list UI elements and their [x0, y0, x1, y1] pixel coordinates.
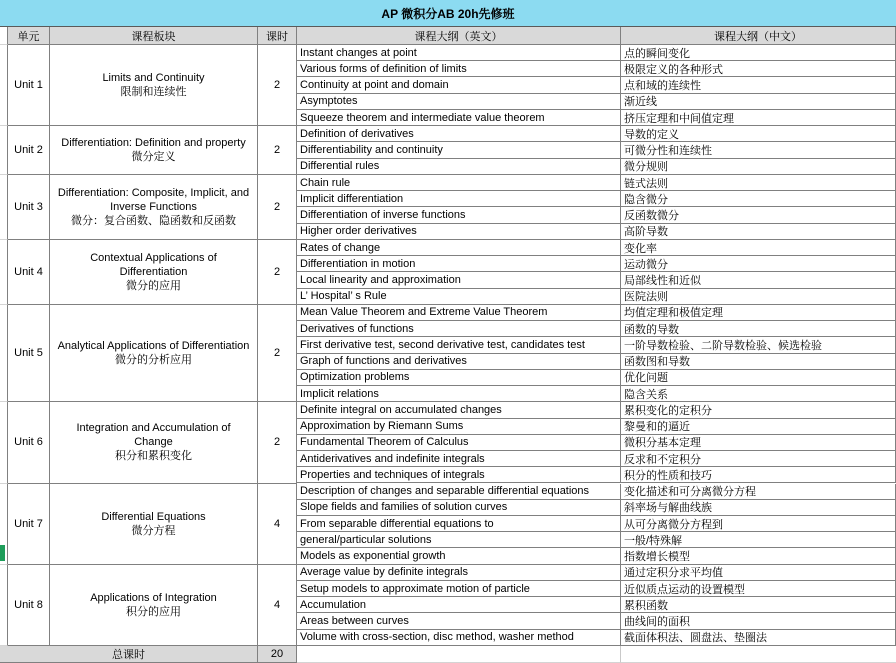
outline-rows: [297, 305, 896, 402]
hours-cell[interactable]: 4: [258, 484, 297, 565]
outline-row: [297, 630, 896, 646]
unit-block: [0, 402, 896, 483]
outline-cell-cn[interactable]: 隐含关系: [621, 386, 896, 402]
unit-cell[interactable]: Unit 8: [8, 565, 50, 646]
outline-row: [297, 386, 896, 402]
outline-cell-en[interactable]: Chain rule: [297, 175, 621, 191]
outline-row: [297, 321, 896, 337]
outline-row: [297, 467, 896, 483]
module-name-cn: 微分方程: [131, 524, 176, 537]
module-name-en: Limits and Continuity: [102, 72, 205, 85]
outline-cell-cn[interactable]: 累积变化的定积分: [621, 402, 896, 418]
outline-cell-en[interactable]: Instant changes at point: [297, 45, 621, 61]
outline-cell-cn[interactable]: 均值定理和极值定理: [621, 305, 896, 321]
outline-cell-en[interactable]: Graph of functions and derivatives: [297, 354, 621, 370]
module-name-cn: 积分和累积变化: [115, 450, 192, 463]
outline-cell-cn[interactable]: 通过定积分求平均值: [621, 565, 896, 581]
active-cell-indicator: [0, 545, 5, 561]
outline-row: [297, 126, 896, 142]
total-hours-cell[interactable]: 20: [258, 646, 297, 663]
module-name-en: Differential Equations: [101, 510, 206, 523]
outline-cell-en[interactable]: Volume with cross-section, disc method, washer method: [297, 630, 621, 646]
footer-empty-cell-cn[interactable]: [621, 646, 896, 663]
outline-cell-en[interactable]: Models as exponential growth: [297, 548, 621, 564]
outline-cell-en[interactable]: Derivatives of functions: [297, 321, 621, 337]
left-gutter: [0, 305, 8, 402]
outline-cell-cn[interactable]: 曲线间的面积: [621, 613, 896, 629]
hours-cell[interactable]: 2: [258, 240, 297, 305]
outline-row: [297, 451, 896, 467]
outline-cell-cn[interactable]: 隐含微分: [621, 191, 896, 207]
outline-cell-en[interactable]: Asymptotes: [297, 94, 621, 110]
outline-cell-cn[interactable]: 微积分基本定理: [621, 435, 896, 451]
module-name-cn: 积分的应用: [126, 605, 181, 618]
outline-rows: [297, 402, 896, 483]
outline-row: [297, 77, 896, 93]
outline-rows: [297, 126, 896, 175]
module-name-cn: 微分定义: [131, 151, 176, 164]
outline-row: [297, 354, 896, 370]
unit-block: [0, 45, 896, 126]
outline-row: [297, 142, 896, 158]
outline-row: [297, 370, 896, 386]
outline-row: [297, 565, 896, 581]
outline-cell-en[interactable]: Setup models to approximate motion of particle: [297, 581, 621, 597]
outline-row: [297, 240, 896, 256]
outline-cell-cn[interactable]: 黎曼和的逼近: [621, 419, 896, 435]
outline-cell-cn[interactable]: 从可分离微分方程到: [621, 516, 896, 532]
outline-row: [297, 207, 896, 223]
left-gutter: [0, 27, 8, 45]
module-cell[interactable]: [50, 126, 258, 175]
left-gutter: [0, 402, 8, 483]
outline-cell-cn[interactable]: 指数增长模型: [621, 548, 896, 564]
hours-cell[interactable]: 2: [258, 305, 297, 402]
outline-cell-en[interactable]: Antiderivatives and indefinite integrals: [297, 451, 621, 467]
outline-cell-cn[interactable]: 高阶导数: [621, 224, 896, 240]
outline-cell-cn[interactable]: 截面体积法、圆盘法、垫圈法: [621, 630, 896, 646]
outline-cell-cn[interactable]: 积分的性质和技巧: [621, 467, 896, 483]
outline-rows: [297, 45, 896, 126]
outline-cell-en[interactable]: Higher order derivatives: [297, 224, 621, 240]
outline-row: [297, 256, 896, 272]
outline-cell-cn[interactable]: 可微分性和连续性: [621, 142, 896, 158]
outline-cell-en[interactable]: Optimization problems: [297, 370, 621, 386]
outline-cell-en[interactable]: First derivative test, second derivative test, candidates test: [297, 337, 621, 353]
sheet-title-cell[interactable]: [0, 0, 896, 27]
unit-block: [0, 565, 896, 646]
outline-cell-cn[interactable]: 一阶导数检验、二阶导数检验、候选检验: [621, 337, 896, 353]
hours-cell[interactable]: 2: [258, 126, 297, 175]
outline-row: [297, 581, 896, 597]
module-name-en: Contextual Applications of Differentiation: [90, 251, 217, 278]
outline-row: [297, 45, 896, 61]
outline-cell-cn[interactable]: 近似质点运动的设置模型: [621, 581, 896, 597]
column-header-outline-en[interactable]: 课程大纲（英文）: [297, 27, 621, 45]
column-header-hours[interactable]: 课时: [258, 27, 297, 45]
outline-cell-cn[interactable]: 挤压定理和中间值定理: [621, 110, 896, 126]
outline-cell-en[interactable]: Areas between curves: [297, 613, 621, 629]
column-header-row: [0, 27, 896, 45]
outline-cell-cn[interactable]: 局部线性和近似: [621, 272, 896, 288]
outline-row: [297, 435, 896, 451]
outline-row: [297, 272, 896, 288]
outline-row: [297, 516, 896, 532]
unit-cell[interactable]: Unit 7: [8, 484, 50, 565]
outline-row: [297, 500, 896, 516]
module-cell[interactable]: [50, 305, 258, 402]
outline-row: [297, 419, 896, 435]
module-name-cn: 限制和连续性: [120, 86, 187, 99]
outline-row: [297, 613, 896, 629]
units-body: [0, 45, 896, 646]
outline-row: [297, 159, 896, 175]
outline-cell-en[interactable]: general/particular solutions: [297, 532, 621, 548]
outline-cell-en[interactable]: From separable differential equations to: [297, 516, 621, 532]
outline-cell-en[interactable]: Definition of derivatives: [297, 126, 621, 142]
hours-cell[interactable]: 4: [258, 565, 297, 646]
outline-row: [297, 337, 896, 353]
unit-cell[interactable]: Unit 1: [8, 45, 50, 126]
outline-cell-cn[interactable]: 变化率: [621, 240, 896, 256]
unit-block: [0, 240, 896, 305]
outline-cell-en[interactable]: Squeeze theorem and intermediate value theorem: [297, 110, 621, 126]
outline-row: [297, 94, 896, 110]
outline-cell-en[interactable]: Definite integral on accumulated changes: [297, 402, 621, 418]
outline-cell-cn[interactable]: 斜率场与解曲线族: [621, 500, 896, 516]
outline-cell-cn[interactable]: 渐近线: [621, 94, 896, 110]
outline-rows: [297, 175, 896, 240]
outline-cell-cn[interactable]: 变化描述和可分离微分方程: [621, 484, 896, 500]
outline-cell-cn[interactable]: 运动微分: [621, 256, 896, 272]
left-gutter: [0, 240, 8, 305]
outline-cell-cn[interactable]: 优化问题: [621, 370, 896, 386]
unit-cell[interactable]: Unit 5: [8, 305, 50, 402]
outline-row: [297, 191, 896, 207]
outline-cell-en[interactable]: Implicit differentiation: [297, 191, 621, 207]
module-name-en: Differentiation: Composite, Implicit, and Inverse Functions: [57, 186, 250, 213]
outline-cell-en[interactable]: Description of changes and separable differential equations: [297, 484, 621, 500]
column-header-outline-cn[interactable]: 课程大纲（中文）: [621, 27, 896, 45]
outline-row: [297, 305, 896, 321]
unit-block: [0, 484, 896, 565]
left-gutter: [0, 175, 8, 240]
outline-cell-en[interactable]: Continuity at point and domain: [297, 77, 621, 93]
module-name-en: Applications of Integration: [90, 591, 217, 604]
outline-cell-cn[interactable]: 点的瞬间变化: [621, 45, 896, 61]
unit-cell[interactable]: Unit 4: [8, 240, 50, 305]
module-name-en: Differentiation: Definition and property: [61, 137, 246, 150]
outline-row: [297, 532, 896, 548]
outline-row: [297, 484, 896, 500]
module-name-en: Integration and Accumulation of Change: [76, 422, 231, 449]
outline-cell-en[interactable]: Rates of change: [297, 240, 621, 256]
outline-cell-en[interactable]: Implicit relations: [297, 386, 621, 402]
outline-cell-cn[interactable]: 链式法则: [621, 175, 896, 191]
outline-row: [297, 224, 896, 240]
footer-empty-cell-en[interactable]: [297, 646, 621, 663]
unit-block: [0, 126, 896, 175]
total-label-cell[interactable]: 总课时: [0, 646, 258, 663]
outline-cell-cn[interactable]: 一般/特殊解: [621, 532, 896, 548]
outline-cell-en[interactable]: Differentiability and continuity: [297, 142, 621, 158]
outline-cell-cn[interactable]: 反函数微分: [621, 207, 896, 223]
module-cell[interactable]: [50, 484, 258, 565]
outline-cell-en[interactable]: Average value by definite integrals: [297, 565, 621, 581]
outline-cell-en[interactable]: Various forms of definition of limits: [297, 61, 621, 77]
sheet-title: AP 微积分AB 20h先修班: [381, 6, 515, 21]
module-cell[interactable]: [50, 240, 258, 305]
hours-cell[interactable]: 2: [258, 175, 297, 240]
outline-cell-en[interactable]: Differential rules: [297, 159, 621, 175]
module-cell[interactable]: [50, 402, 258, 483]
left-gutter: [0, 126, 8, 175]
unit-cell[interactable]: Unit 3: [8, 175, 50, 240]
module-cell[interactable]: [50, 565, 258, 646]
outline-cell-cn[interactable]: 导数的定义: [621, 126, 896, 142]
outline-cell-en[interactable]: Mean Value Theorem and Extreme Value Theorem: [297, 305, 621, 321]
column-header-module[interactable]: 课程板块: [50, 27, 258, 45]
module-cell[interactable]: [50, 175, 258, 240]
module-name-cn: 微分的分析应用: [115, 354, 192, 367]
left-gutter: [0, 565, 8, 646]
outline-row: [297, 110, 896, 126]
outline-cell-en[interactable]: Fundamental Theorem of Calculus: [297, 435, 621, 451]
hours-cell[interactable]: 2: [258, 402, 297, 483]
outline-rows: [297, 484, 896, 565]
unit-block: [0, 305, 896, 402]
outline-cell-en[interactable]: L’ Hospital’ s Rule: [297, 289, 621, 305]
outline-cell-cn[interactable]: 极限定义的各种形式: [621, 61, 896, 77]
unit-block: [0, 175, 896, 240]
outline-cell-cn[interactable]: 累积函数: [621, 597, 896, 613]
outline-cell-en[interactable]: Accumulation: [297, 597, 621, 613]
module-name-en: Analytical Applications of Differentiation: [57, 340, 250, 353]
outline-row: [297, 175, 896, 191]
module-name-cn: 微分：复合函数、隐函数和反函数: [71, 214, 236, 227]
outline-rows: [297, 240, 896, 305]
outline-cell-en[interactable]: Slope fields and families of solution curves: [297, 500, 621, 516]
outline-cell-cn[interactable]: 点和域的连续性: [621, 77, 896, 93]
module-name-cn: 微分的应用: [126, 279, 181, 292]
outline-row: [297, 402, 896, 418]
outline-cell-cn[interactable]: 医院法则: [621, 289, 896, 305]
left-gutter: [0, 45, 8, 126]
outline-row: [297, 548, 896, 564]
outline-cell-en[interactable]: Approximation by Riemann Sums: [297, 419, 621, 435]
column-header-unit[interactable]: 单元: [8, 27, 50, 45]
outline-cell-en[interactable]: Differentiation in motion: [297, 256, 621, 272]
total-row: [0, 646, 896, 663]
outline-cell-en[interactable]: Differentiation of inverse functions: [297, 207, 621, 223]
hours-cell[interactable]: 2: [258, 45, 297, 126]
unit-cell[interactable]: Unit 6: [8, 402, 50, 483]
outline-row: [297, 597, 896, 613]
outline-rows: [297, 565, 896, 646]
outline-cell-cn[interactable]: 函数图和导数: [621, 354, 896, 370]
module-cell[interactable]: [50, 45, 258, 126]
outline-row: [297, 61, 896, 77]
outline-cell-en[interactable]: Properties and techniques of integrals: [297, 467, 621, 483]
outline-cell-cn[interactable]: 反求和不定积分: [621, 451, 896, 467]
outline-cell-cn[interactable]: 函数的导数: [621, 321, 896, 337]
outline-row: [297, 289, 896, 305]
unit-cell[interactable]: Unit 2: [8, 126, 50, 175]
outline-cell-cn[interactable]: 微分规则: [621, 159, 896, 175]
outline-cell-en[interactable]: Local linearity and approximation: [297, 272, 621, 288]
